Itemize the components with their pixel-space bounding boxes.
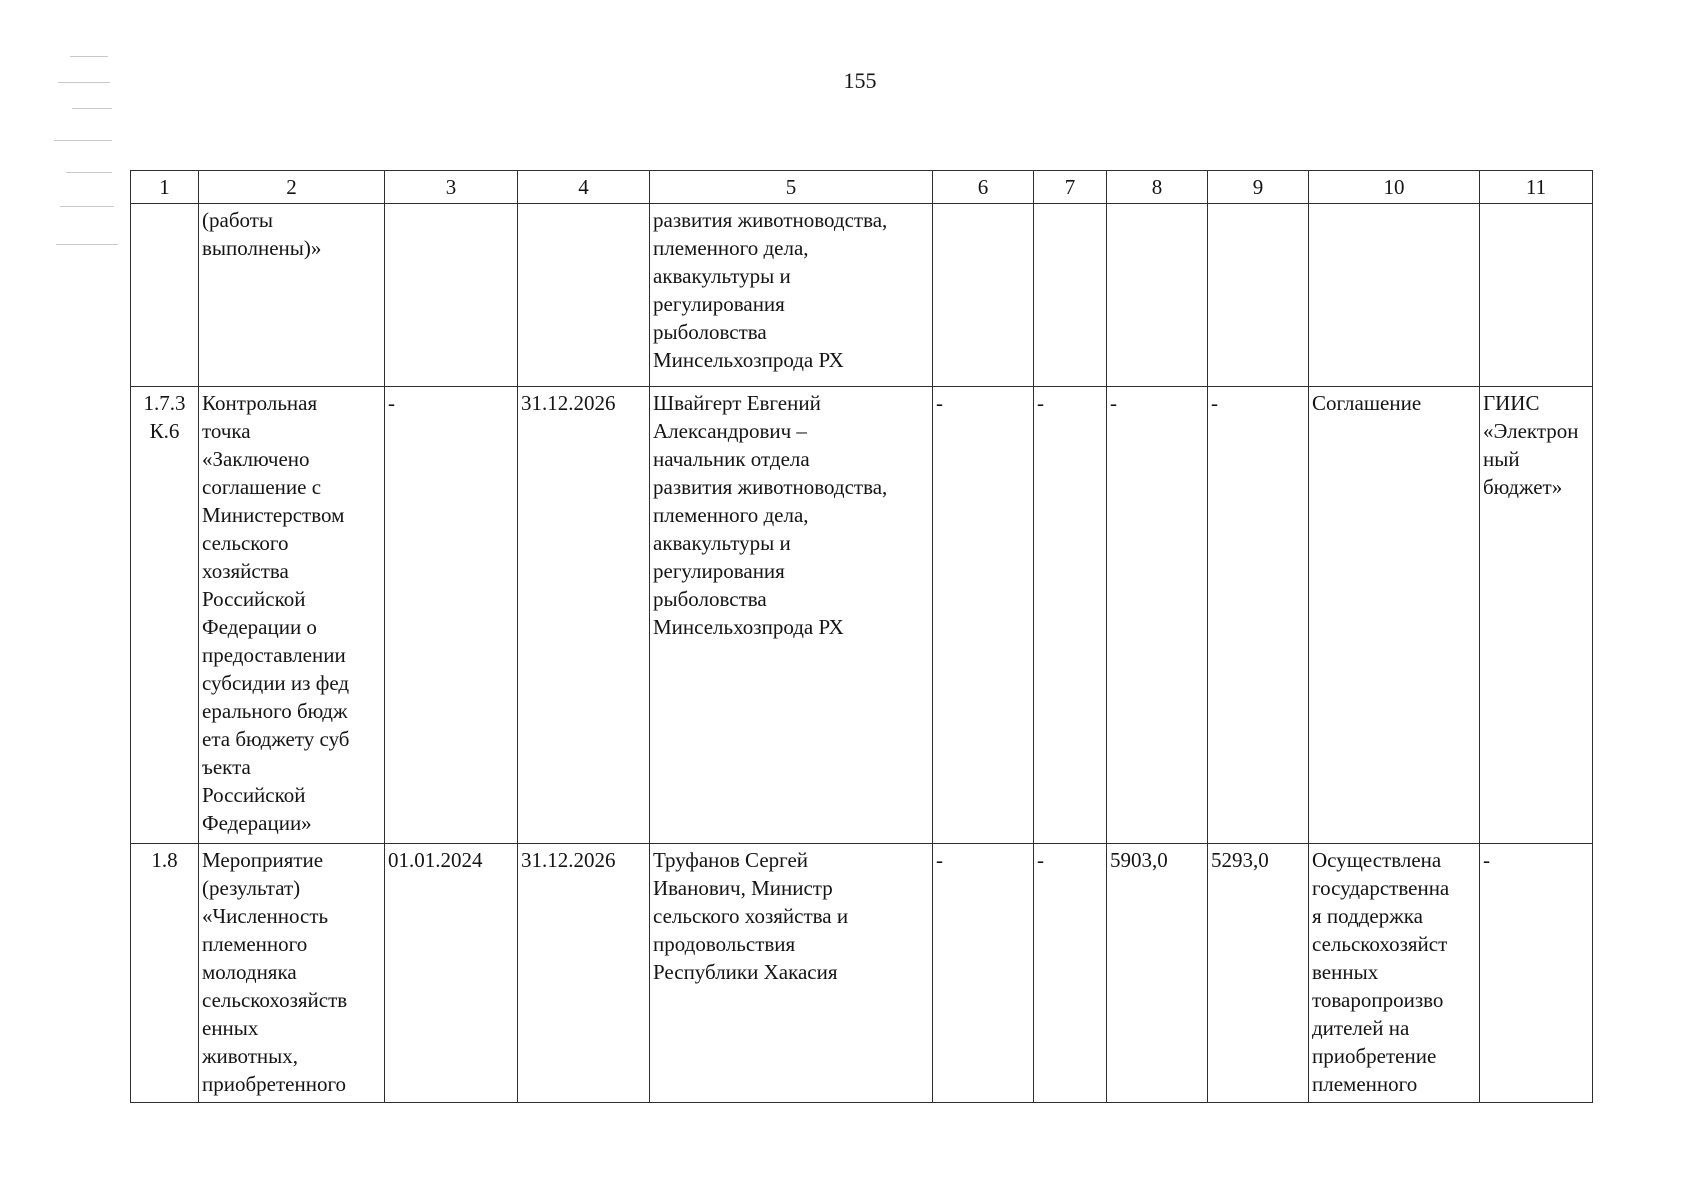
column-header: 9: [1208, 171, 1309, 204]
responsible-cell: Труфанов Сергей Иванович, Министр сельского хозяйства и продовольствия Республики Хакасия: [650, 844, 933, 1103]
end-date-cell: [518, 204, 650, 387]
column-header: 6: [933, 171, 1034, 204]
row-number-cell: 1.8: [131, 844, 199, 1103]
activity-name-cell: Мероприятие (результат) «Численность племенного молодняка сельскохозяйств енных животных, приобретенного: [199, 844, 385, 1103]
table-row: [131, 387, 1593, 844]
start-date-cell: 01.01.2024: [385, 844, 518, 1103]
start-date-cell: -: [385, 387, 518, 844]
row-number-cell: 1.7.3 К.6: [131, 387, 199, 844]
table-cell: [1034, 204, 1107, 387]
table-cell: -: [1034, 387, 1107, 844]
column-header: 2: [199, 171, 385, 204]
result-description-cell: Осуществлена государственна я поддержка сельскохозяйст венных товаропроизво дителей на приобретение племенного: [1309, 844, 1480, 1103]
table-cell: [1107, 204, 1208, 387]
table-cell: -: [1208, 387, 1309, 844]
column-header: 11: [1480, 171, 1593, 204]
scan-margin-marks: [52, 48, 122, 278]
page-number: 155: [843, 68, 877, 93]
row-number-cell: [131, 204, 199, 387]
result-description-cell: Соглашение: [1309, 387, 1480, 844]
start-date-cell: [385, 204, 518, 387]
info-system-cell: -: [1480, 844, 1593, 1103]
table-row: [131, 844, 1593, 1103]
column-header: 7: [1034, 171, 1107, 204]
column-header: 8: [1107, 171, 1208, 204]
activity-name-cell: (работы выполнены)»: [199, 204, 385, 387]
responsible-cell: развития животноводства, племенного дела, аквакультуры и регулирования рыболовства Минсельхозпрода РХ: [650, 204, 933, 387]
column-header: 10: [1309, 171, 1480, 204]
table-cell: [1208, 204, 1309, 387]
table-cell: -: [1034, 844, 1107, 1103]
table-cell: -: [933, 844, 1034, 1103]
activity-name-cell: Контрольная точка «Заключено соглашение с Министерством сельского хозяйства Российской Федерации о предоставлении субсидии из фед ерального бюдж ета бюджету суб ъекта Российской Федерации»: [199, 387, 385, 844]
column-header: 4: [518, 171, 650, 204]
table-cell: 5903,0: [1107, 844, 1208, 1103]
column-header: 5: [650, 171, 933, 204]
table-cell: [933, 204, 1034, 387]
end-date-cell: 31.12.2026: [518, 387, 650, 844]
result-description-cell: [1309, 204, 1480, 387]
table-cell: -: [1107, 387, 1208, 844]
info-system-cell: [1480, 204, 1593, 387]
info-system-cell: ГИИС «Электрон ный бюджет»: [1480, 387, 1593, 844]
column-number-row: [131, 171, 1593, 204]
responsible-cell: Швайгерт Евгений Александрович – начальник отдела развития животноводства, племенного дела, аквакультуры и регулирования рыболовства Минсельхозпрода РХ: [650, 387, 933, 844]
column-header: 3: [385, 171, 518, 204]
table-row: [131, 204, 1593, 387]
table-cell: -: [933, 387, 1034, 844]
end-date-cell: 31.12.2026: [518, 844, 650, 1103]
activities-table: [130, 170, 1593, 1103]
table-cell: 5293,0: [1208, 844, 1309, 1103]
column-header: 1: [131, 171, 199, 204]
